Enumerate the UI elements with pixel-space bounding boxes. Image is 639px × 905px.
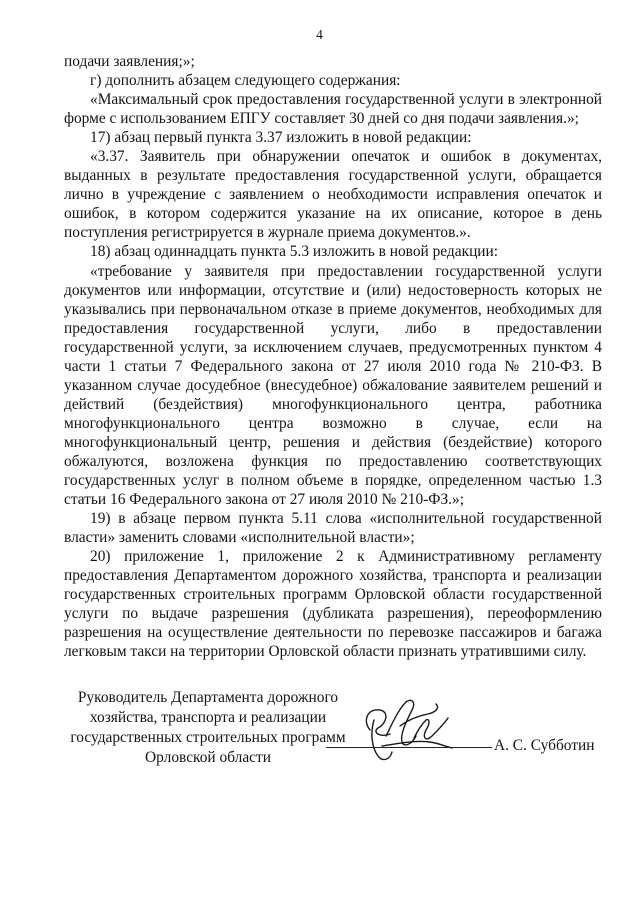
paragraph-3: 17) абзац первый пункта 3.37 изложить в новой редакции: [90,129,472,147]
paragraph-2: «Максимальный срок предоставления государственной услуги в электронной форме с использованием ЕПГУ составляет 30 дней со дня подачи заявления.»; [64,91,602,128]
signatory-position-line: хозяйства, транспорта и реализации [89,709,327,726]
paragraph-4: «3.37. Заявитель при обнаружении опечаток и ошибок в документах, выданных в результате предоставления государственной услуги, обращается лично в учреждение с заявлением о необходимости исправления опечаток и ошибок, в котором содержится указание на их описание, которое в день поступления регистрируется в журнале приема документов.». [64,148,602,242]
paragraph-7: 19) в абзаце первом пункта 5.11 слова «исполнительной государственной власти» заменить словами «исполнительной власти»; [64,510,602,547]
paragraph-8: 20) приложение 1, приложение 2 к Административному регламенту предоставления Департаментом дорожного хозяйства, транспорта и реализации государственных строительных программ Орловской области государственной услуги по выдаче разрешения (дубликата разрешения), переоформлению разрешения на осуществление деятельности по перевозке пассажиров и багажа легковым такси на территории Орловской области признать утратившими силу. [64,548,602,661]
document-body [64,52,602,662]
signatory-name: А. С. Субботин [494,737,595,754]
page-number: 4 [316,27,323,42]
signature-line [326,747,492,748]
paragraph-0: подачи заявления;»; [64,53,195,70]
handwritten-signature [356,690,456,772]
signatory-position-line: Орловской области [145,749,271,766]
signatory-position-line: государственных строительных программ [70,729,346,746]
signature-block [0,688,639,778]
signatory-position-line: Руководитель Департамента дорожного [77,689,339,706]
paragraph-1: г) дополнить абзацем следующего содержания: [90,72,401,90]
paragraph-5: 18) абзац одиннадцать пункта 5.3 изложить в новой редакции: [90,243,499,261]
signatory-position [58,688,358,768]
paragraph-6: «требование у заявителя при предоставлении государственной услуги документов или информации, отсутствие и (или) недостоверность которых не указывались при первоначальном отказе в приеме документов, необходимых для предоставления государственной услуги, либо в предоставлении государственной услуги, за исключением случаев, предусмотренных пунктом 4 части 1 статьи 7 Федерального закона от 27 июля 2010 года № 210-ФЗ. В указанном случае досудебное (внесудебное) обжалование заявителем решений и действий (бездействия) многофункционального центра, работника многофункционального центра возможно в случае, если на многофункциональный центр, решения и действия (бездействие) которого обжалуются, возложена функция по предоставлению соответствующих государственных услуг в полном объеме в порядке, определенном частью 1.3 статьи 16 Федерального закона от 27 июля 2010 № 210-ФЗ.»; [64,262,602,509]
